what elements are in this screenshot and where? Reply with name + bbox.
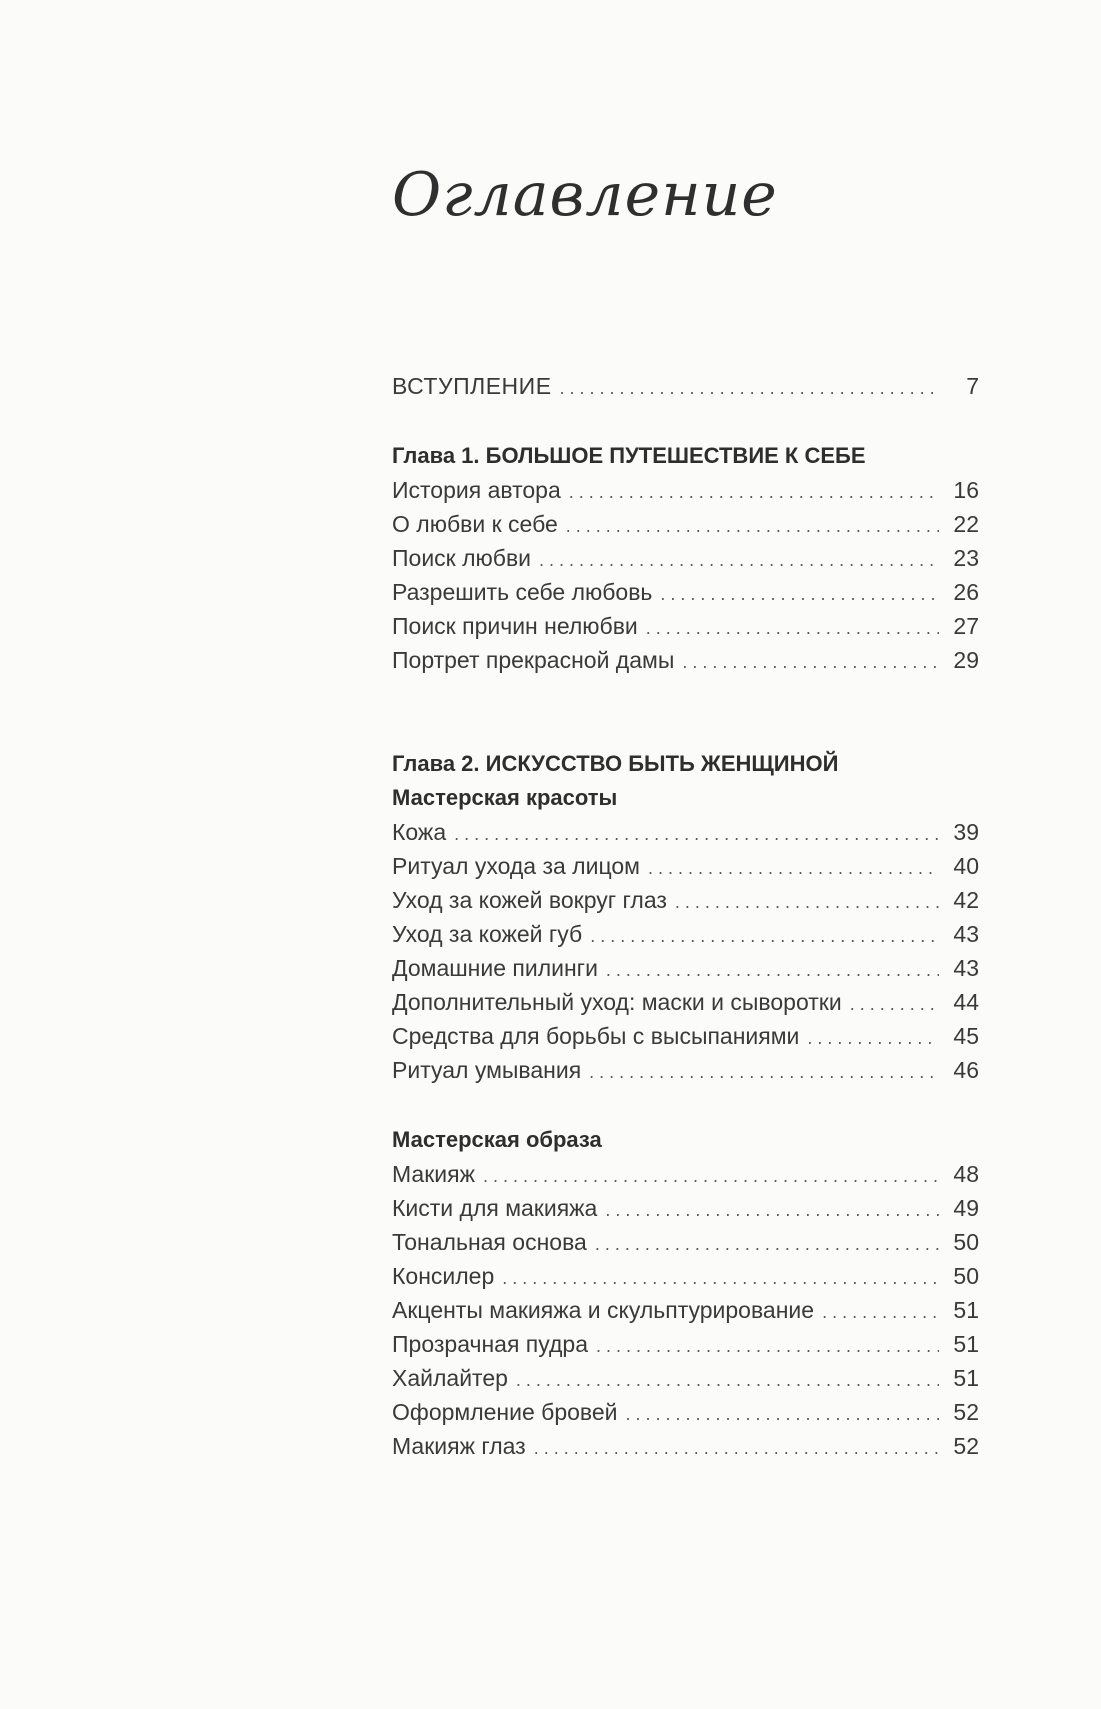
chapter-1-heading[interactable]: Глава 1. БОЛЬШОЕ ПУТЕШЕСТВИЕ К СЕБЕ — [392, 443, 866, 468]
toc-entry[interactable] — [392, 985, 979, 1019]
toc-entry[interactable] — [392, 473, 979, 507]
toc-entry-label: Кожа — [392, 819, 447, 845]
toc-entry-page: 16 — [953, 477, 979, 503]
toc-entry-label: Ритуал ухода за лицом — [392, 853, 640, 879]
toc-entry[interactable] — [392, 507, 979, 541]
dot-leader — [606, 953, 939, 987]
toc-entry-label: Разрешить себе любовь — [392, 579, 653, 605]
toc-entry-label: Уход за кожей губ — [392, 921, 583, 947]
dot-leader — [648, 851, 939, 885]
toc-entry[interactable] — [392, 541, 979, 575]
toc-entry-label: О любви к себе — [392, 511, 558, 537]
toc-entry[interactable] — [392, 1259, 979, 1293]
toc-entry-page: 50 — [953, 1263, 979, 1289]
toc-entry-page: 43 — [953, 921, 979, 947]
dot-leader — [590, 919, 939, 953]
toc-entry-label: Прозрачная пудра — [392, 1331, 588, 1357]
chapter-2-heading[interactable]: Глава 2. ИСКУССТВО БЫТЬ ЖЕНЩИНОЙ — [392, 751, 839, 776]
toc-entry[interactable] — [392, 1019, 979, 1053]
toc-entry-label: Домашние пилинги — [392, 955, 598, 981]
toc-entry-page: 23 — [953, 545, 979, 571]
dot-leader — [589, 1055, 939, 1089]
toc-entry-label: Поиск причин нелюбви — [392, 613, 638, 639]
toc-entry[interactable] — [392, 1191, 979, 1225]
toc-entry-page: 46 — [953, 1057, 979, 1083]
dot-leader — [660, 577, 939, 611]
toc-entry-page: 39 — [953, 819, 979, 845]
dot-leader — [675, 885, 939, 919]
toc-entry[interactable] — [392, 1429, 979, 1463]
toc-entry-page: 29 — [953, 647, 979, 673]
toc-entry-page: 42 — [953, 887, 979, 913]
dot-leader — [454, 817, 939, 851]
toc-entry[interactable] — [392, 815, 979, 849]
toc-entry-page: 52 — [953, 1399, 979, 1425]
page-title: Оглавление — [392, 160, 778, 230]
table-of-contents — [392, 369, 979, 1463]
dot-leader — [516, 1363, 939, 1397]
dot-leader — [534, 1431, 939, 1465]
dot-leader — [502, 1261, 939, 1295]
toc-entry[interactable] — [392, 883, 979, 917]
toc-entry-label: ВСТУПЛЕНИЕ — [392, 373, 552, 399]
dot-leader — [483, 1159, 939, 1193]
toc-entry-page: 49 — [953, 1195, 979, 1221]
section-heading-image[interactable]: Мастерская образа — [392, 1127, 602, 1152]
toc-entry-label: Уход за кожей вокруг глаз — [392, 887, 667, 913]
dot-leader — [850, 987, 939, 1021]
toc-entry-page: 45 — [953, 1023, 979, 1049]
toc-entry-page: 22 — [953, 511, 979, 537]
toc-entry-label: Акценты макияжа и скульптурирование — [392, 1297, 815, 1323]
toc-entry-label: Поиск любви — [392, 545, 532, 571]
toc-entry-page: 51 — [953, 1297, 979, 1323]
dot-leader — [682, 645, 939, 679]
dot-leader — [596, 1329, 939, 1363]
toc-entry[interactable] — [392, 1225, 979, 1259]
toc-entry[interactable] — [392, 609, 979, 643]
toc-entry-label: Ритуал умывания — [392, 1057, 582, 1083]
toc-entry-label: Портрет прекрасной дамы — [392, 647, 675, 673]
toc-entry[interactable] — [392, 575, 979, 609]
toc-entry-label: Тональная основа — [392, 1229, 587, 1255]
dot-leader — [539, 543, 939, 577]
toc-entry[interactable] — [392, 1053, 979, 1087]
toc-entry[interactable] — [392, 1361, 979, 1395]
toc-entry-label: Хайлайтер — [392, 1365, 508, 1391]
toc-entry-page: 52 — [953, 1433, 979, 1459]
toc-entry-label: Дополнительный уход: маски и сыворотки — [392, 989, 842, 1015]
dot-leader — [822, 1295, 939, 1329]
toc-entry-page: 48 — [953, 1161, 979, 1187]
toc-entry-page: 51 — [953, 1331, 979, 1357]
toc-entry-label: Макияж — [392, 1161, 475, 1187]
toc-entry-page: 40 — [953, 853, 979, 879]
dot-leader — [807, 1021, 939, 1055]
toc-entry-page: 27 — [953, 613, 979, 639]
dot-leader — [605, 1193, 939, 1227]
toc-entry-label: Кисти для макияжа — [392, 1195, 598, 1221]
toc-entry[interactable] — [392, 849, 979, 883]
toc-entry[interactable] — [392, 1395, 979, 1429]
toc-entry-label: Консилер — [392, 1263, 495, 1289]
dot-leader — [646, 611, 939, 645]
toc-entry[interactable] — [392, 951, 979, 985]
dot-leader — [569, 475, 939, 509]
toc-entry-label: Макияж глаз — [392, 1433, 526, 1459]
dot-leader — [595, 1227, 939, 1261]
toc-entry-page: 26 — [953, 579, 979, 605]
toc-entry[interactable] — [392, 1327, 979, 1361]
toc-entry-label: Оформление бровей — [392, 1399, 618, 1425]
toc-entry[interactable] — [392, 1293, 979, 1327]
toc-entry-label: Средства для борьбы с высыпаниями — [392, 1023, 800, 1049]
toc-entry-page: 51 — [953, 1365, 979, 1391]
dot-leader — [560, 371, 939, 405]
toc-entry-page: 43 — [953, 955, 979, 981]
toc-entry-intro[interactable] — [392, 369, 979, 403]
dot-leader — [626, 1397, 939, 1431]
toc-entry[interactable] — [392, 1157, 979, 1191]
toc-entry-page: 7 — [966, 373, 979, 399]
toc-entry-label: История автора — [392, 477, 561, 503]
toc-entry[interactable] — [392, 917, 979, 951]
toc-entry-page: 50 — [953, 1229, 979, 1255]
toc-entry-page: 44 — [953, 989, 979, 1015]
dot-leader — [566, 509, 939, 543]
toc-entry[interactable] — [392, 643, 979, 677]
section-heading-beauty[interactable]: Мастерская красоты — [392, 785, 618, 810]
